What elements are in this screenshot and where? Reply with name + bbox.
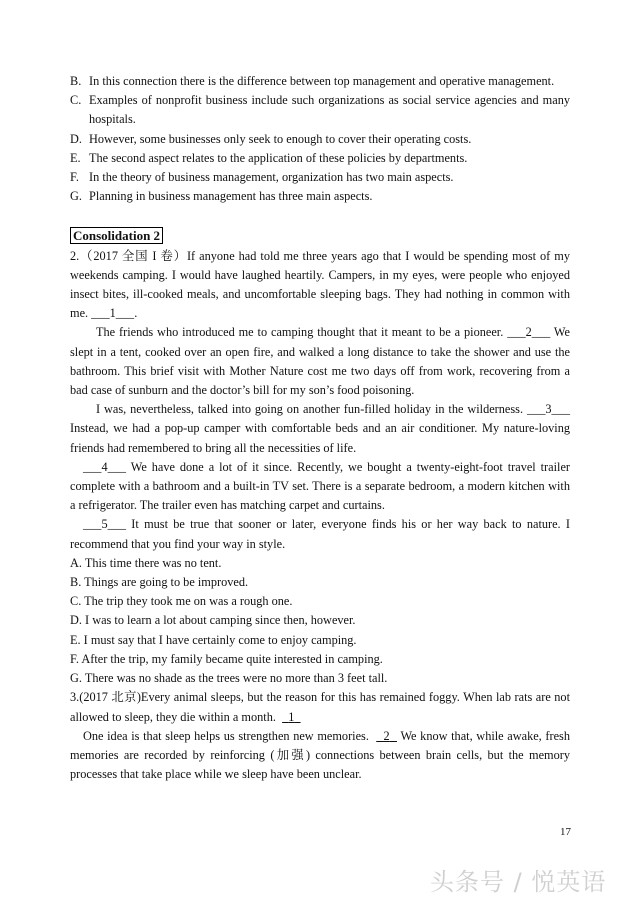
option-label: C. [70,93,82,108]
q3-paragraph-2 [70,727,570,785]
option-text: There was no shade as the trees were no more than 3 feet tall. [84,671,388,686]
option-text: The second aspect relates to the application of these policies by departments. [89,150,468,165]
option-label: E. [70,632,81,647]
q2-option-f [70,650,570,669]
section-gap [70,206,570,225]
page-content [70,72,570,784]
question-3 [70,688,570,784]
watermark-text: 头条号 / 悦英语 [430,868,607,896]
q2-paragraph-4: ___4___ We have done a lot of it since. Recently, we bought a twenty-eight-foot travel trailer complete with a bathroom and a built-in TV set. There is a separate bedroom, a modern kitchen with a refrigerator. The trailer even has matching carpet and curtains. [70,459,570,513]
q3-p2-before: One idea is that sleep helps us strengthen new memories. [83,728,369,743]
option-text: I must say that I have certainly come to enjoy camping. [83,632,357,647]
option-text: In the theory of business management, organization has two main aspects. [89,170,454,185]
option-label: F. [70,651,79,666]
option-c [70,91,570,129]
option-label: G. [70,189,82,204]
q2-option-a [70,554,570,573]
q3-p2-after: We know that, while awake, fresh memories are recorded by reinforcing (加强) connections between brain cells, but the memory processes that take place while we sleep have been unclear. [70,728,570,782]
option-b [70,72,570,91]
q2-paragraph-3: I was, nevertheless, talked into going on another fun-filled holiday in the wilderness. ___3___ Instead, we had a pop-up camper with comfortable beds and an air conditioner. My nature-loving friends had remembered to bring all the necessities of life. [70,402,570,455]
option-label: D. [70,131,82,146]
option-text: Things are going to be improved. [84,575,249,590]
blank-number: 2 [383,728,390,743]
option-text: Examples of nonprofit business include such organizations as social service agencies and many hospitals. [89,93,570,127]
option-f [70,168,570,187]
option-text: After the trip, my family became quite interested in camping. [81,651,383,666]
question-2 [70,247,570,689]
option-label: G. [70,671,82,686]
q2-options-list [70,554,570,688]
option-e [70,149,570,168]
option-label: F. [70,170,79,185]
q3-intro-paragraph [70,688,570,726]
previous-options-list [70,72,570,206]
option-label: E. [70,150,81,165]
q2-paragraph-2: The friends who introduced me to camping thought that it meant to be a pioneer. ___2___ We slept in a tent, cooked over an open fire, and walked a long distance to take the shower and use the bathroom. This brief visit with Mother Nature cost me two days off from work, recovering from a bad case of sunburn and the doctor’s bill for my son’s food poisoning. [70,325,570,398]
section-heading: Consolidation 2 [70,227,163,244]
option-g [70,187,570,206]
q2-option-e [70,631,570,650]
q3-intro-text: 3.(2017 北京)Every animal sleeps, but the reason for this has remained foggy. When lab rats are not allowed to sleep, they die within a month. [70,690,570,724]
option-d [70,130,570,149]
q2-intro-paragraph: 2.（2017 全国 I 卷）If anyone had told me three years ago that I would be spending most of my weekends camping. I would have laughed heartily. Campers, in my eyes, were people who enjoyed insect bites, ill-cooked meals, and uncomfortable sleeping bags. They had nothing in common with me. ___1___. [70,248,570,321]
option-text: However, some businesses only seek to enough to cover their operating costs. [89,131,472,146]
q2-option-b [70,573,570,592]
option-text: I was to learn a lot about camping since then, however. [85,613,356,628]
option-label: B. [70,575,82,590]
q3-blank-1 [282,710,300,724]
q2-option-d [70,611,570,630]
option-text: This time there was no tent. [84,555,222,570]
option-text: Planning in business management has three main aspects. [89,189,373,204]
page-number: 17 [560,826,571,838]
option-text: The trip they took me on was a rough one. [84,594,293,609]
option-label: D. [70,613,82,628]
q2-option-c [70,592,570,611]
option-text: In this connection there is the difference between top management and operative management. [89,74,555,88]
q3-blank-2 [376,729,397,743]
option-label: B. [70,74,82,88]
q2-paragraph-5: ___5___ It must be true that sooner or later, everyone finds his or her way back to nature. I recommend that you find your way in style. [70,517,570,551]
option-label: C. [70,594,82,609]
q2-option-g [70,669,570,688]
option-label: A. [70,555,82,570]
blank-number: 1 [288,709,295,724]
